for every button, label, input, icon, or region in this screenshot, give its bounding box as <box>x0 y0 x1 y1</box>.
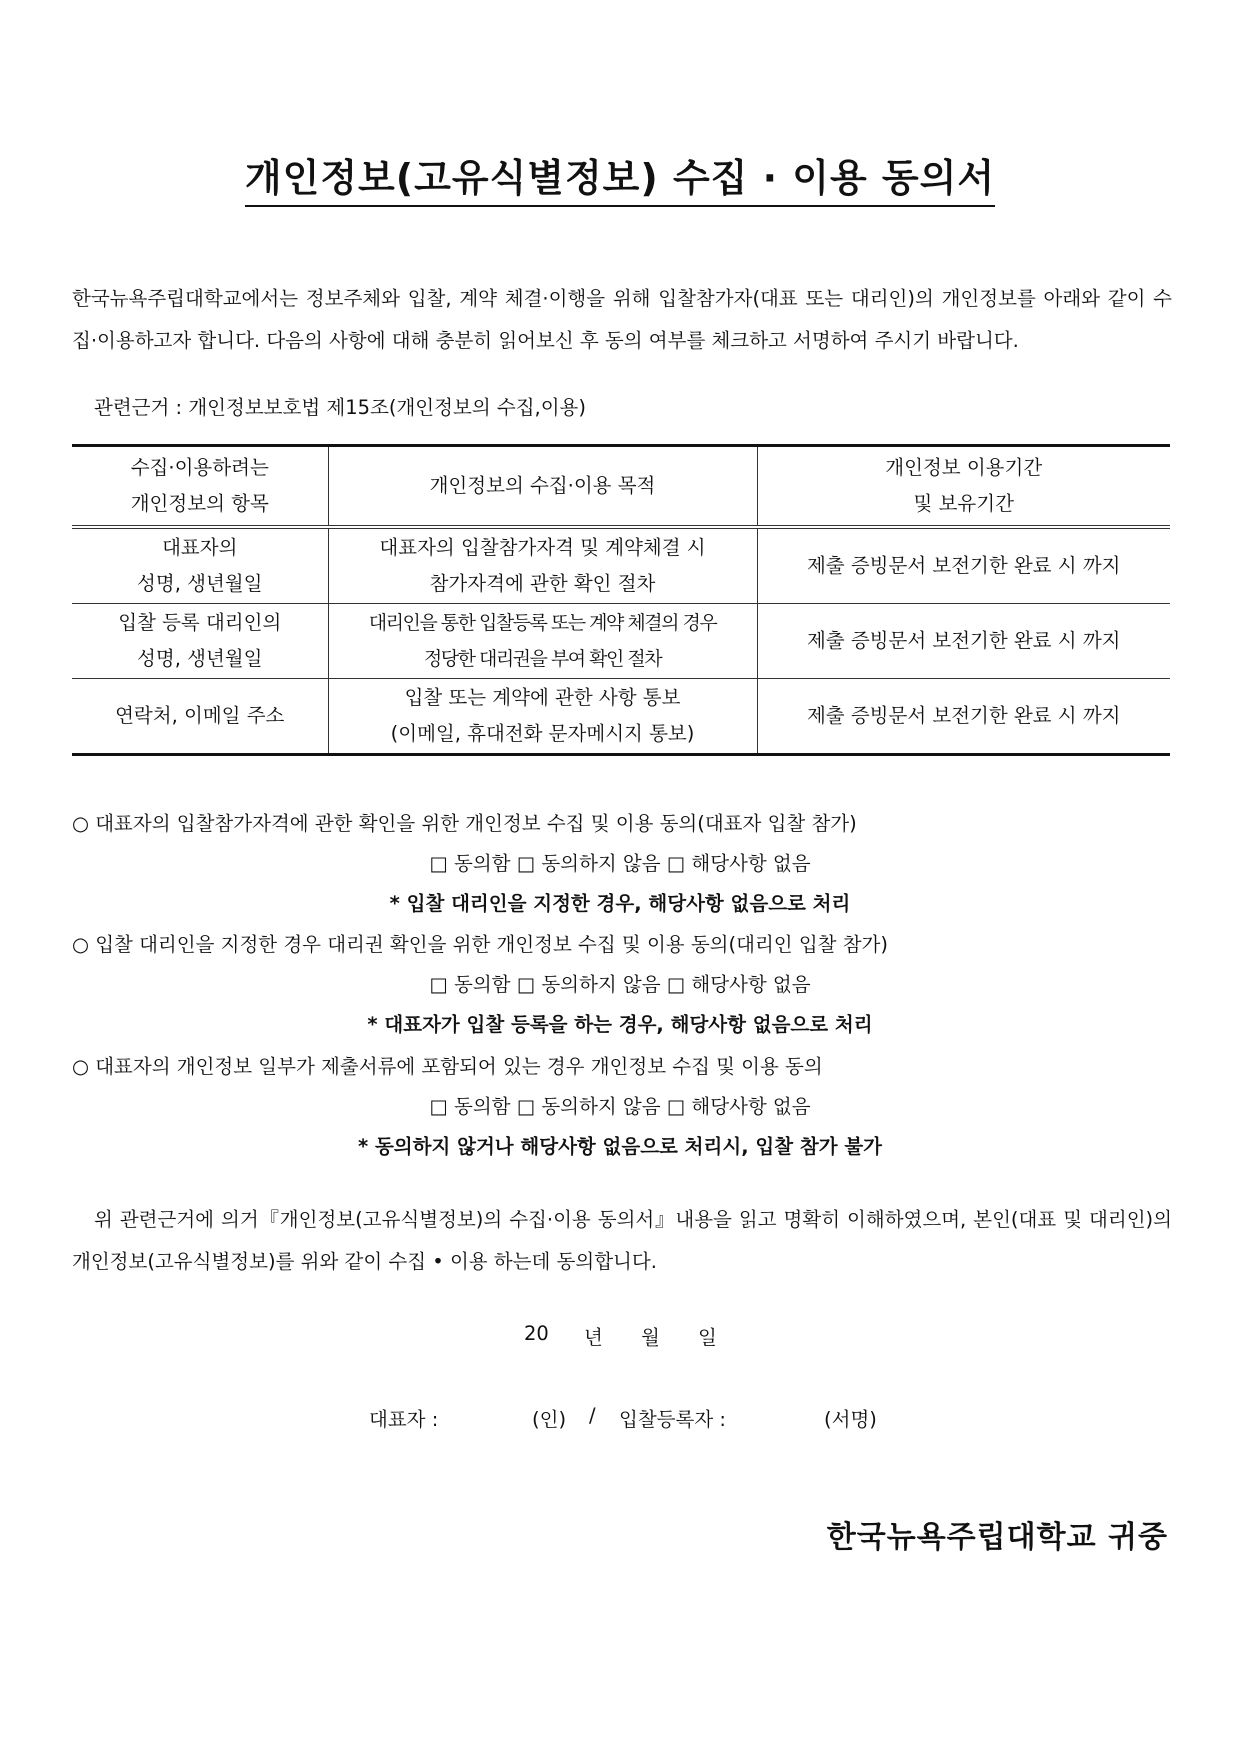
seal-mark: (인) <box>532 1408 567 1431</box>
consent-question-2: ○ 입찰 대리인을 지정한 경우 대리권 확인을 위한 개인정보 수집 및 이용 동의(대리인 입찰 참가) <box>72 933 888 956</box>
table-header-row <box>72 446 1170 528</box>
closing-statement: 위 관련근거에 의거『개인정보(고유식별정보)의 수집·이용 동의서』내용을 읽고 명확히 이해하였으며, 본인(대표 및 대리인)의 개인정보(고유식별정보)를 위와 같이 수집 • 이용 하는데 동의합니다. <box>72 1208 1172 1273</box>
signature-separator: / <box>589 1404 596 1427</box>
legal-basis: 관련근거 : 개인정보보호법 제15조(개인정보의 수집,이용) <box>94 396 587 419</box>
consent-question-1: ○ 대표자의 입찰참가자격에 관한 확인을 위한 개인정보 수집 및 이용 동의(대표자 입찰 참가) <box>72 812 857 835</box>
header-purpose: 개인정보의 수집·이용 목적 <box>328 446 757 528</box>
row-item: 대표자의 성명, 생년월일 <box>72 527 328 604</box>
row-period: 제출 증빙문서 보전기한 완료 시 까지 <box>757 679 1170 755</box>
date-year: 20 <box>524 1322 549 1345</box>
row-period: 제출 증빙문서 보전기한 완료 시 까지 <box>757 604 1170 679</box>
date-day-unit: 일 <box>698 1326 717 1349</box>
table-row <box>72 679 1170 755</box>
consent-options-3[interactable]: □ 동의함 □ 동의하지 않음 □ 해당사항 없음 <box>429 1095 811 1118</box>
recipient: 한국뉴욕주립대학교 귀중 <box>826 1520 1168 1555</box>
header-items: 수집·이용하려는 개인정보의 항목 <box>72 446 328 528</box>
table-row <box>72 527 1170 604</box>
row-purpose: 입찰 또는 계약에 관한 사항 통보 (이메일, 휴대전화 문자메시지 통보) <box>328 679 757 755</box>
row-item: 연락처, 이메일 주소 <box>72 679 328 755</box>
row-item: 입찰 등록 대리인의 성명, 생년월일 <box>72 604 328 679</box>
consent-options-1[interactable]: □ 동의함 □ 동의하지 않음 □ 해당사항 없음 <box>429 852 811 875</box>
row-period: 제출 증빙문서 보전기한 완료 시 까지 <box>757 527 1170 604</box>
table-row <box>72 604 1170 679</box>
row-purpose: 대표자의 입찰참가자격 및 계약체결 시 참가자격에 관한 확인 절차 <box>328 527 757 604</box>
consent-note-2: * 대표자가 입찰 등록을 하는 경우, 해당사항 없음으로 처리 <box>367 1013 873 1036</box>
personal-info-table <box>72 444 1170 756</box>
representative-label: 대표자 : <box>369 1408 439 1431</box>
consent-options-2[interactable]: □ 동의함 □ 동의하지 않음 □ 해당사항 없음 <box>429 973 811 996</box>
consent-question-3: ○ 대표자의 개인정보 일부가 제출서류에 포함되어 있는 경우 개인정보 수집 및 이용 동의 <box>72 1055 823 1078</box>
registrant-label: 입찰등록자 : <box>619 1408 726 1431</box>
date-year-unit: 년 <box>584 1326 603 1349</box>
signature-mark: (서명) <box>824 1408 877 1431</box>
document-title-wrap <box>0 155 1240 207</box>
document-title: 개인정보(고유식별정보) 수집 · 이용 동의서 <box>245 155 995 207</box>
date-month-unit: 월 <box>641 1326 660 1349</box>
header-period: 개인정보 이용기간 및 보유기간 <box>757 446 1170 528</box>
consent-note-1: * 입찰 대리인을 지정한 경우, 해당사항 없음으로 처리 <box>389 892 851 915</box>
consent-note-3: * 동의하지 않거나 해당사항 없음으로 처리시, 입찰 참가 불가 <box>357 1135 882 1158</box>
row-purpose: 대리인을 통한 입찰등록 또는 계약 체결의 경우 정당한 대리권을 부여 확인 절차 <box>328 604 757 679</box>
intro-paragraph: 한국뉴욕주립대학교에서는 정보주체와 입찰, 계약 체결·이행을 위해 입찰참가자(대표 또는 대리인)의 개인정보를 아래와 같이 수집·이용하고자 합니다. 다음의 사항에 대해 충분히 읽어보신 후 동의 여부를 체크하고 서명하여 주시기 바랍니다. <box>72 287 1172 352</box>
